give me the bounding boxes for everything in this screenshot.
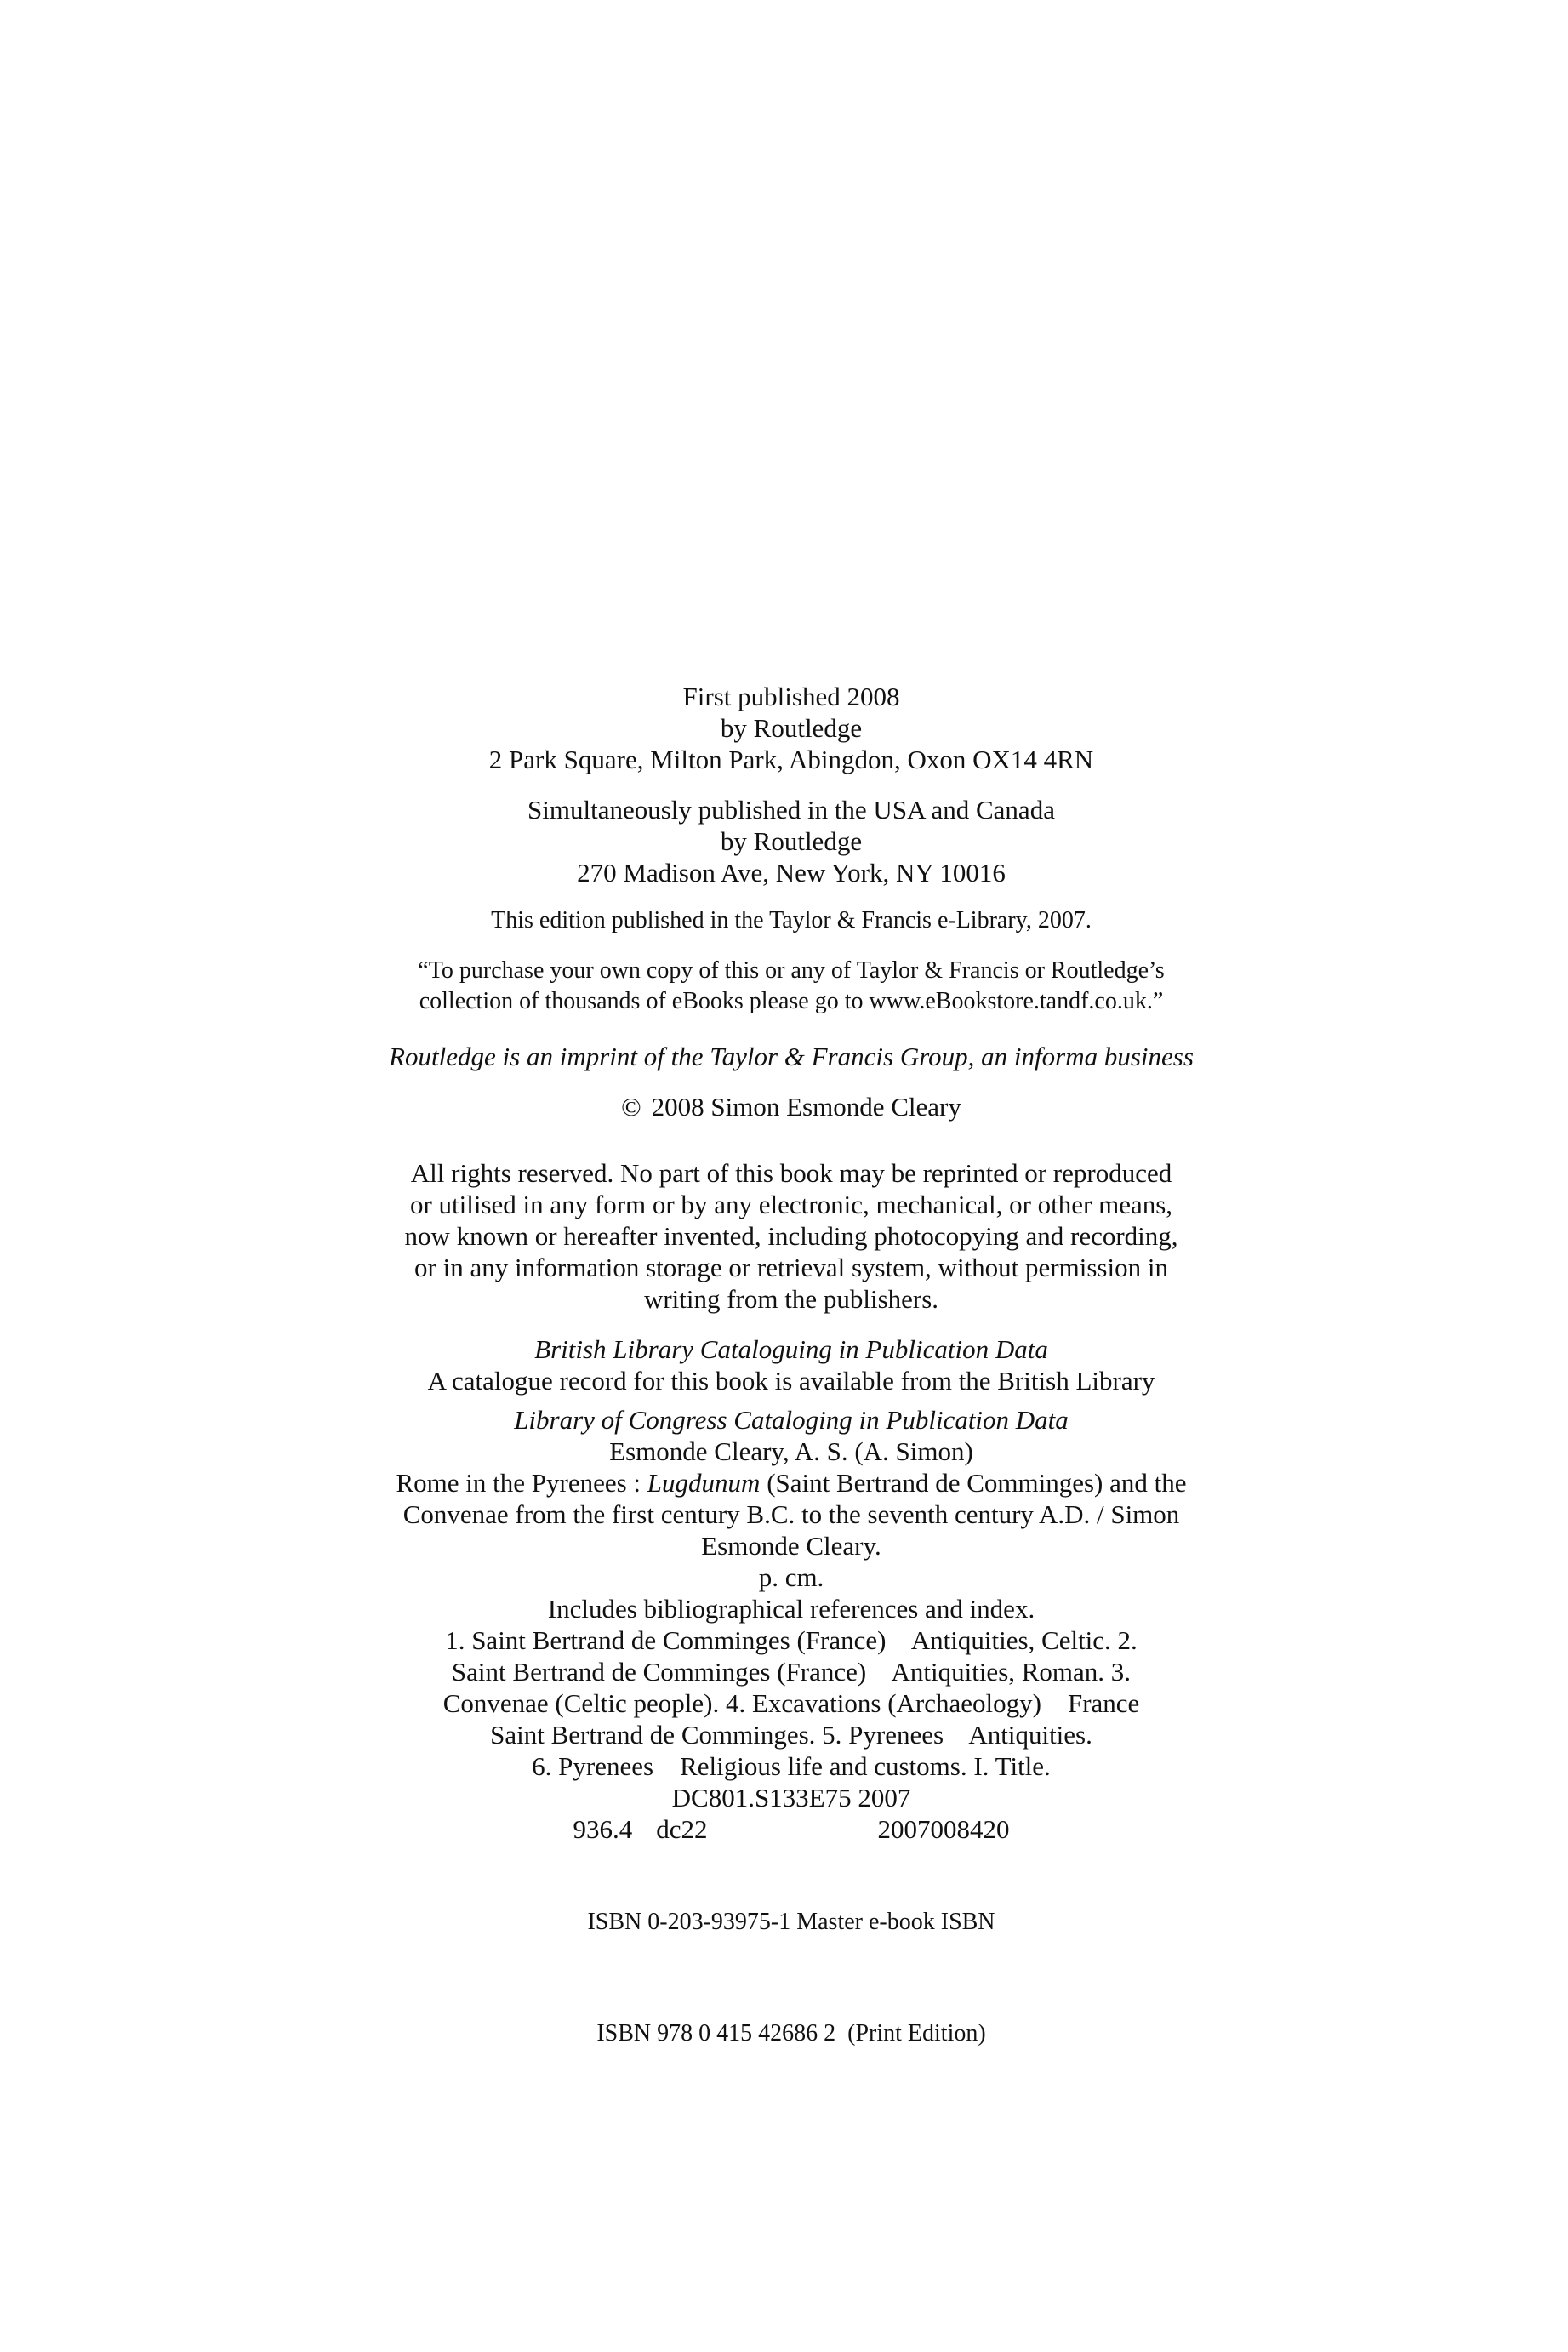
edition-statement: This edition published in the Taylor & Francis e-Library, 2007. [491,907,1092,933]
loc-classification-row [323,1813,1259,1845]
publisher-by: by Routledge [720,713,863,743]
isbn-print-line: ISBN 978 0 415 42686 2 (Print Edition) [596,2020,986,2047]
first-published: First published 2008 [682,682,900,711]
loc-subject-line: 6. Pyrenees Religious life and customs. I. Title. [532,1751,1051,1781]
loc-lccn: 2007008420 [877,1814,1010,1844]
rights-line: or in any information storage or retrieval system, without permission in [414,1253,1168,1282]
loc-subject-line: Convenae (Celtic people). 4. Excavations (Archaeology) France [442,1688,1140,1718]
publisher-address-us: 270 Madison Ave, New York, NY 10016 [577,858,1006,888]
purchase-line-2: collection of thousands of eBooks please go to www.eBookstore.tandf.co.uk.” [419,988,1164,1014]
imprint-statement [323,1041,1259,1072]
loc-title-line-1: Rome in the Pyrenees : Lugdunum (Saint Bertrand de Comminges) and the [396,1468,1187,1498]
rights-line: All rights reserved. No part of this book may be reprinted or reproduced [410,1158,1172,1188]
library-of-congress-cip [323,1404,1259,1845]
isbn-print [323,2018,1259,2049]
british-library-text: A catalogue record for this book is available from the British Library [427,1366,1155,1396]
loc-title-italic: Lugdunum [647,1468,761,1498]
copyright-icon: © [621,1092,641,1122]
publisher-by-us: by Routledge [720,826,863,856]
british-library-heading: British Library Cataloguing in Publication Data [534,1334,1048,1364]
rights-line: now known or hereafter invented, including photocopying and recording, [404,1221,1178,1251]
british-library-cip [323,1333,1259,1396]
rights-line: writing from the publishers. [643,1284,939,1314]
loc-call-number: DC801.S133E75 2007 [671,1783,911,1813]
publisher-address-uk: 2 Park Square, Milton Park, Abingdon, Oxon OX14 4RN [488,745,1094,774]
publisher-info [323,681,1259,775]
copyright-text: 2008 Simon Esmonde Cleary [651,1092,961,1122]
copyright-notice [323,1091,1259,1122]
loc-title-line-3: Esmonde Cleary. [701,1531,881,1561]
imprint-line: Routledge is an imprint of the Taylor & Francis Group, an informa business [389,1042,1194,1071]
loc-author: Esmonde Cleary, A. S. (A. Simon) [609,1436,973,1466]
loc-heading: Library of Congress Cataloging in Publication Data [514,1405,1069,1435]
loc-subject-line: Saint Bertrand de Comminges. 5. Pyrenees Antiquities. [490,1720,1092,1750]
isbn-master [323,1907,1259,1938]
loc-subject-line: 1. Saint Bertrand de Comminges (France) Antiquities, Celtic. 2. [445,1625,1138,1655]
rights-line: or utilised in any form or by any electronic, mechanical, or other means, [409,1190,1173,1219]
purchase-line-1: “To purchase your own copy of this or any of Taylor & Francis or Routledge’s [418,957,1165,984]
loc-pages: p. cm. [758,1562,824,1592]
simultaneous-publication: Simultaneously published in the USA and Canada [527,795,1055,825]
rights-statement [323,1157,1259,1315]
isbn-master-line: ISBN 0-203-93975-1 Master e-book ISBN [587,1909,995,1935]
us-publisher-info [323,794,1259,888]
loc-subject-line: Saint Bertrand de Comminges (France) Antiquities, Roman. 3. [451,1657,1132,1687]
purchase-note [323,956,1259,1017]
loc-title-line-2: Convenae from the first century B.C. to the seventh century A.D. / Simon [402,1499,1180,1529]
loc-dewey-edition: dc22 [656,1814,708,1844]
edition-note [323,905,1259,936]
loc-includes: Includes bibliographical references and index. [547,1594,1035,1624]
loc-dewey: 936.4 [573,1814,633,1844]
